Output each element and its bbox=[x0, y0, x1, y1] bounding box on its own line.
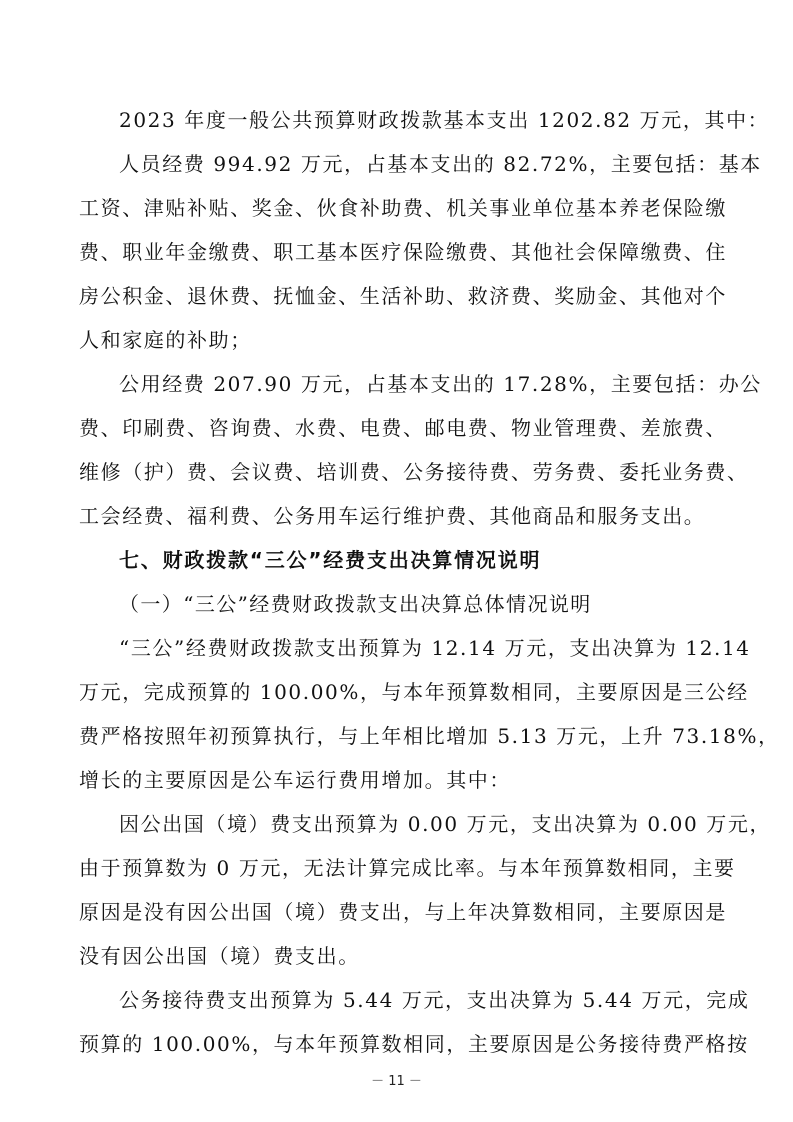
paragraph-line: 工会经费、福利费、公务用车运行维护费、其他商品和服务支出。 bbox=[79, 504, 706, 528]
paragraph-line: 费、印刷费、咨询费、水费、电费、邮电费、物业管理费、差旅费、 bbox=[79, 416, 727, 440]
paragraph-line: 预算的 100.00%，与本年预算数相同，主要原因是公务接待费严格按 bbox=[79, 1032, 749, 1056]
paragraph-line-three-public-expenses: “三公”经费财政拨款支出预算为 12.14 万元，支出决算为 12.14 bbox=[119, 636, 751, 660]
paragraph-line: 没有因公出国（境）费支出。 bbox=[79, 944, 360, 968]
paragraph-line: 房公积金、退休费、抚恤金、生活补助、救济费、奖励金、其他对个 bbox=[79, 284, 727, 308]
paragraph-line: 人和家庭的补助； bbox=[79, 328, 252, 352]
paragraph-line-public-expense: 公用经费 207.90 万元，占基本支出的 17.28%，主要包括：办公 bbox=[119, 372, 762, 396]
paragraph-line-overseas-travel: 因公出国（境）费支出预算为 0.00 万元，支出决算为 0.00 万元， bbox=[119, 812, 772, 836]
paragraph-line-reception-expense: 公务接待费支出预算为 5.44 万元，支出决算为 5.44 万元，完成 bbox=[119, 988, 750, 1012]
subsection-heading: （一）“三公”经费财政拨款支出决算总体情况说明 bbox=[119, 592, 592, 616]
paragraph-line-personnel-expense: 人员经费 994.92 万元，占基本支出的 82.72%，主要包括：基本 bbox=[119, 152, 762, 176]
section-heading: 七、财政拨款“三公”经费支出决算情况说明 bbox=[119, 548, 542, 572]
paragraph-line: 维修（护）费、会议费、培训费、公务接待费、劳务费、委托业务费、 bbox=[79, 460, 749, 484]
paragraph-line: 工资、津贴补贴、奖金、伙食补助费、机关事业单位基本养老保险缴 bbox=[79, 196, 727, 220]
paragraph-line: 费、职业年金缴费、职工基本医疗保险缴费、其他社会保障缴费、住 bbox=[79, 240, 727, 264]
page-number: － 11 － bbox=[371, 1074, 422, 1089]
paragraph-line-basic-expenditure: 2023 年度一般公共预算财政拨款基本支出 1202.82 万元，其中： bbox=[119, 108, 770, 132]
paragraph-line: 增长的主要原因是公车运行费用增加。其中： bbox=[79, 768, 511, 792]
paragraph-line: 原因是没有因公出国（境）费支出，与上年决算数相同，主要原因是 bbox=[79, 900, 727, 924]
paragraph-line: 由于预算数为 0 万元，无法计算完成比率。与本年预算数相同，主要 bbox=[79, 856, 736, 880]
paragraph-line: 万元，完成预算的 100.00%，与本年预算数相同，主要原因是三公经 bbox=[79, 680, 749, 704]
paragraph-line: 费严格按照年初预算执行，与上年相比增加 5.13 万元，上升 73.18%， bbox=[79, 724, 780, 748]
